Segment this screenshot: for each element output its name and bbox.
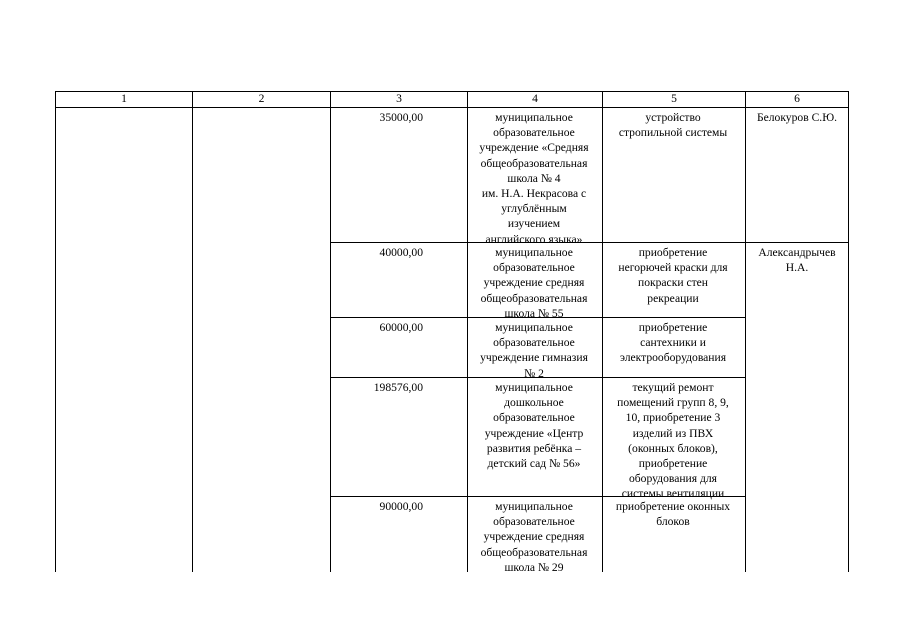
amount-cell: 198576,00 xyxy=(373,381,423,394)
header-cell-4: 4 xyxy=(532,92,538,105)
responsible-person-cell: Белокуров С.Ю. xyxy=(756,111,838,124)
purpose-cell: приобретение сантехники и электрооборудования xyxy=(619,321,727,365)
header-cell-3: 3 xyxy=(396,92,402,105)
purpose-cell: текущий ремонт помещений групп 8, 9, 10, приобретение 3 изделий из ПВХ (оконных блоков), приобретение оборудования для системы вентиляции xyxy=(617,381,729,501)
purpose-cell: приобретение негорючей краски для покраски стен рекреации xyxy=(618,246,728,305)
column-border xyxy=(192,91,193,572)
header-cell-2: 2 xyxy=(258,92,265,105)
amount-cell: 90000,00 xyxy=(379,500,423,513)
purpose-cell: приобретение оконных блоков xyxy=(615,500,731,529)
column-border xyxy=(848,91,849,572)
institution-cell: муниципальное образовательное учреждение средняя общеобразовательная школа № 55 xyxy=(480,246,588,320)
amount-cell: 60000,00 xyxy=(379,321,423,334)
header-cell-5: 5 xyxy=(671,92,677,105)
institution-cell: муниципальное образовательное учреждение гимназия № 2 xyxy=(480,321,588,380)
responsible-person-cell: Александрычев Н.А. xyxy=(758,246,836,274)
header-cell-6: 6 xyxy=(794,92,800,105)
institution-cell: муниципальное дошкольное образовательное учреждение «Центр развития ребёнка – детский сад № 56» xyxy=(484,381,584,471)
amount-cell: 40000,00 xyxy=(379,246,423,259)
header-cell-1: 1 xyxy=(121,92,127,105)
column-border xyxy=(55,91,56,572)
column-border xyxy=(745,91,746,572)
amount-cell: 35000,00 xyxy=(379,111,423,124)
institution-cell: муниципальное образовательное учреждение «Средняя общеобразовательная школа № 4 им. Н.А. Некрасова с углублённым изучением английского языка» xyxy=(479,111,589,246)
institution-cell: муниципальное образовательное учреждение средняя общеобразовательная школа № 29 xyxy=(480,500,588,574)
purpose-cell: устройство стропильной системы xyxy=(618,111,728,140)
header-bottom-border xyxy=(55,107,849,108)
